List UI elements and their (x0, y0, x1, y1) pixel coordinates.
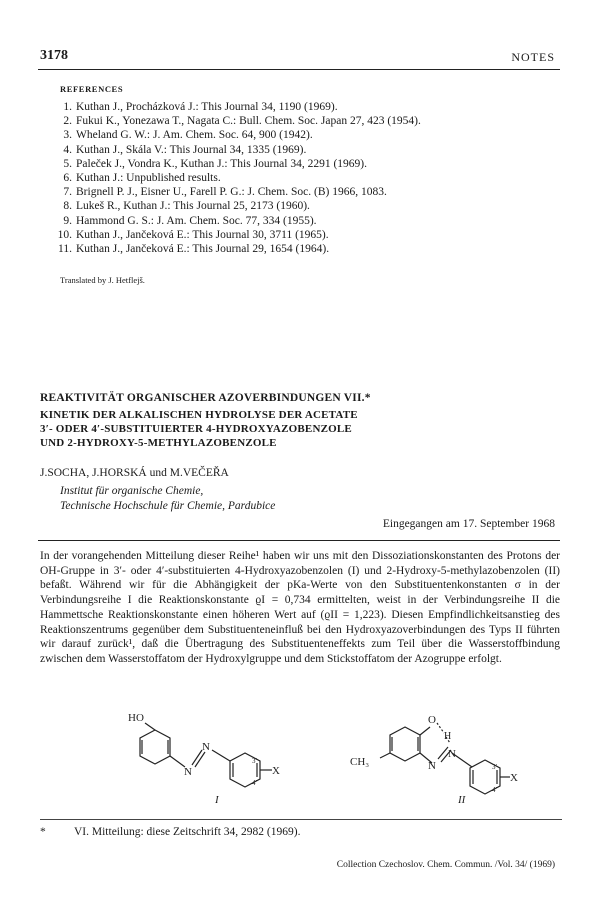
subtitle-line: UND 2-HYDROXY-5-METHYLAZOBENZOLE (40, 437, 277, 449)
reference-item (55, 114, 555, 128)
footnote-rule (40, 819, 562, 820)
reference-number: 5. (63, 157, 72, 170)
position-4-label: 4′ (492, 786, 498, 794)
reference-item (55, 185, 555, 199)
footnote (40, 826, 300, 838)
reference-item (55, 143, 555, 157)
oxygen-label: O (428, 714, 436, 726)
position-4-label: 4′ (252, 779, 258, 787)
reference-number: 10. (57, 228, 72, 241)
reference-number: 4. (63, 143, 72, 156)
reference-text: Paleček J., Vondra K., Kuthan J.: This Journal 34, 2291 (1969). (76, 157, 367, 170)
footnote-mark: * (40, 826, 46, 838)
reference-number: 1. (63, 101, 72, 113)
reference-list (55, 100, 555, 256)
reference-number: 8. (63, 200, 72, 213)
translator-note: Translated by J. Hetflejš. (60, 275, 145, 285)
reference-text: Hammond G. S.: J. Am. Chem. Soc. 77, 334 (1955). (76, 214, 317, 227)
structural-formulas (40, 705, 560, 805)
reference-number: 6. (63, 172, 72, 185)
reference-number: 2. (63, 115, 72, 128)
reference-number: 7. (63, 186, 72, 199)
azo-n2-label: N (202, 741, 210, 753)
subtitle-line: KINETIK DER ALKALISCHEN HYDROLYSE DER ACETATE (40, 409, 358, 421)
reference-item (55, 228, 555, 242)
authors: J.SOCHA, J.HORSKÁ und M.VEČEŘA (40, 467, 229, 479)
body-rule (38, 540, 560, 541)
substituent-x-label: X (510, 772, 518, 784)
substituent-x-label: X (272, 765, 280, 777)
page-number: 3178 (40, 48, 68, 63)
reference-item (55, 214, 555, 228)
subtitle-line: 3′- ODER 4′-SUBSTITUIERTER 4-HYDROXYAZOBENZOLE (40, 423, 352, 435)
reference-text: Kuthan J., Jančeková E.: This Journal 29, 1654 (1964). (76, 243, 330, 256)
position-3-label: 3′ (492, 763, 498, 771)
reference-text: Fukui K., Yonezawa T., Nagata C.: Bull. Chem. Soc. Japan 27, 423 (1954). (76, 115, 421, 128)
hydrogen-label: H (444, 731, 452, 742)
reference-item (55, 128, 555, 142)
position-3-label: 3′ (252, 757, 258, 765)
reference-item (55, 100, 555, 114)
reference-number: 9. (63, 214, 72, 227)
reference-text: Kuthan J.: Unpublished results. (76, 172, 221, 185)
compound-I-label: I (215, 794, 219, 805)
compound-II-label: II (458, 794, 466, 805)
body-paragraph: In der vorangehenden Mitteilung dieser Reihe¹ haben wir uns mit den Dissoziationskonstanten des Protons der OH-Gruppe in 3′- oder 4′-substituierten 4-Hydroxyazobenzolen (I) und 2-Hydroxy-5-methylazobenzolen (II) befaßt. Während wir für die Abhängigkeit der pKa-Werte von den Substituentenkonstanten σ in der Verbindungsreihe I die Reaktionskonstante ϱI = 0,734 ermittelten, weist in der Verbindungsreihe II die Hammettsche Reaktionskonstante einen höheren Wert auf (ϱII = 1,223). Diesen Empfindlichkeitsanstieg des Reaktionszentrums gegenüber dem Substituenteneinfluß bei den Hydroxyazoverbindungen des Typs II führten wir darauf zurück¹, daß die Übertragung des Substituenteneffekts zum Teil über die Wasserstoffbindung zwischen dem Wasserstoffatom der Hydroxylgruppe und dem Stickstoffatom der Azogruppe erfolgt. (40, 550, 560, 665)
affiliation-line: Technische Hochschule für Chemie, Pardubice (60, 500, 276, 512)
reference-text: Brignell P. J., Eisner U., Farell P. G.: J. Chem. Soc. (B) 1966, 1083. (76, 186, 387, 199)
references-heading: REFERENCES (60, 84, 124, 94)
reference-text: Lukeš R., Kuthan J.: This Journal 25, 2173 (1960). (76, 200, 310, 213)
azo-n2-label: N (448, 748, 456, 760)
article-subtitle (40, 408, 550, 450)
received-date: Eingegangen am 17. September 1968 (382, 518, 555, 530)
benzene-ring-left-II (390, 727, 420, 761)
benzene-ring-left-I (140, 730, 170, 764)
azo-n1-label: N (428, 760, 436, 772)
reference-text: Kuthan J., Jančeková E.: This Journal 30, 3711 (1965). (76, 228, 329, 241)
affiliation-line: Institut für organische Chemie, (60, 485, 204, 497)
reference-text: Kuthan J., Skála V.: This Journal 34, 1335 (1969). (76, 143, 307, 156)
journal-footer: Collection Czechoslov. Chem. Commun. /Vol. 34/ (1969) (336, 860, 555, 870)
affiliation (60, 484, 275, 514)
ho-label: HO (128, 712, 144, 724)
azo-n1-label: N (184, 766, 192, 778)
article-title: REAKTIVITÄT ORGANISCHER AZOVERBINDUNGEN VII.* (40, 392, 371, 404)
footnote-text: VI. Mitteilung: diese Zeitschrift 34, 2982 (1969). (74, 826, 301, 838)
reference-text: Wheland G. W.: J. Am. Chem. Soc. 64, 900 (1942). (76, 129, 313, 142)
reference-item (55, 171, 555, 185)
reference-item (55, 157, 555, 171)
reference-text: Kuthan J., Procházková J.: This Journal 34, 1190 (1969). (76, 101, 338, 113)
reference-number: 11. (58, 243, 72, 256)
reference-number: 3. (63, 129, 72, 142)
header-rule (38, 69, 560, 70)
reference-item (55, 242, 555, 256)
running-head: NOTES (511, 50, 555, 64)
reference-item (55, 199, 555, 213)
methyl-label: CH₃ (350, 756, 370, 768)
